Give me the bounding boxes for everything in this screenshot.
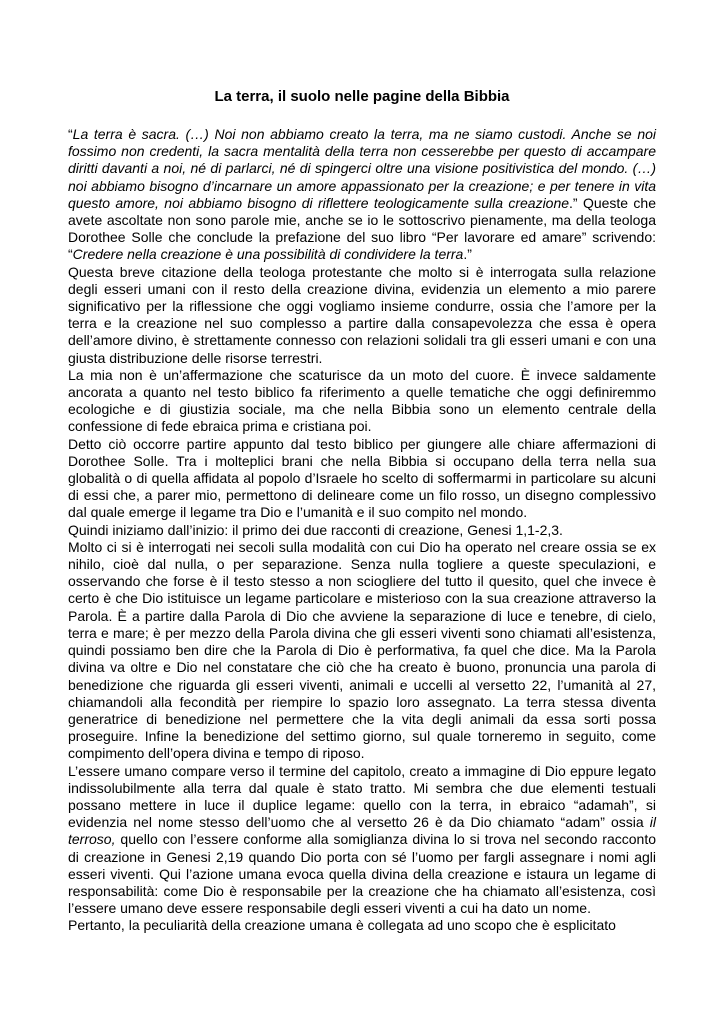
paragraph-8: Pertanto, la peculiarità della creazione umana è collegata ad uno scopo che è esplicitato (68, 917, 616, 934)
document-title: La terra, il suolo nelle pagine della Bibbia (214, 88, 510, 105)
paragraph-1-text: .” Queste che avete ascoltate non sono parole mie, anche se io le sottoscrivo pienamente, ma della teologa Dorothee Solle che conclude la prefazione del suo libro “Per lavorare ed amare” scrivendo: “ (68, 194, 656, 263)
paragraph-4: Detto ciò occorre partire appunto dal testo biblico per giungere alle chiare affermazioni di Dorothee Solle. Tra i molteplici brani che nella Bibbia si occupano della terra nella sua globalità o di quella affidata al popolo d’Israele ho scelto di soffermarmi in particolare su alcuni di essi che, a parer mio, permettono di delineare come un filo rosso, un disegno complessivo dal quale emerge il legame tra Dio e l’umanità e il suo compito nel mondo. (68, 435, 656, 521)
paragraph-7 (68, 763, 656, 918)
paragraph-3: La mia non è un’affermazione che scaturisce da un moto del cuore. È invece saldamente ancorata a quanto nel testo biblico fa riferimento a quelle tematiche che oggi definiremmo ecologiche e di giustizia sociale, ma che nella Bibbia sono un elemento centrale della confessione di fede ebraica prima e cristiana poi. (68, 366, 656, 435)
quote-solle: La terra è sacra. (…) Noi non abbiamo creato la terra, ma ne siamo custodi. Anche se noi fossimo non credenti, la sacra mentalità della terra non cesserebbe per questo di accampare diritti davanti a noi, né di parlarci, né di spingerci oltre una visione positivistica del mondo. (…) noi abbiamo bisogno d’incarnare un amore appassionato per la creazione; e per tenere in vita questo amore, noi abbiamo bisogno di riflettere teologicamente sulla creazione (68, 126, 656, 211)
paragraph-1 (68, 126, 656, 264)
paragraph-7-b: quello con l’essere conforme alla somiglianza divina lo si trova nel secondo racconto di creazione in Genesi 2,19 quando Dio porta con sé l’uomo per fargli assegnare i nomi agli esseri viventi. Qui l’azione umana evoca quella divina della creazione e istaura un legame di responsabilità: come Dio è responsabile per la creazione che ha chiamato all’esistenza, così l’essere umano deve essere responsabile degli esseri viventi a cui ha dato un nome. (68, 831, 656, 917)
paragraph-5: Quindi iniziamo dall’inizio: il primo dei due racconti di creazione, Genesi 1,1-2,3. (68, 521, 563, 538)
document-body (68, 126, 656, 935)
paragraph-7-a: L’essere umano compare verso il termine del capitolo, creato a immagine di Dio eppure legato indissolubilmente alla terra dal quale è stato tratto. Mi sembra che due elementi testuali possano mettere in luce il duplice legame: quello con la terra, in ebraico “adamah”, si evidenzia nel nome stesso dell’uomo che al versetto 26 è da Dio chiamato “adam” ossia (68, 762, 656, 831)
paragraph-7-emphasis: il terroso, (68, 814, 656, 848)
paragraph-2: Questa breve citazione della teologa protestante che molto si è interrogata sulla relazione degli esseri umani con il resto della creazione divina, evidenzia un elemento a mio parere significativo per la riflessione che oggi vogliamo insieme condurre, ossia che l’amore per la terra e la creazione nel suo complesso a partire dalla consapevolezza che essa è opera dell’amore divino, è strettamente connesso con relazioni solidali tra gli esseri umani e con una giusta distribuzione delle risorse terrestri. (68, 263, 656, 366)
open-quote: “ (68, 126, 73, 142)
close-quote: .” (463, 246, 472, 263)
paragraph-6: Molto ci si è interrogati nei secoli sulla modalità con cui Dio ha operato nel creare ossia se ex nihilo, cioè dal nulla, o per separazione. Senza nulla togliere a queste speculazioni, e osservando che forse è il testo stesso a non sciogliere del tutto il quesito, quel che invece è certo è che Dio istituisce un legame particolare e misterioso con la sua creazione attraverso la Parola. È a partire dalla Parola di Dio che avviene la separazione di luce e tenebre, di cielo, terra e mare; è per mezzo della Parola divina che gli esseri viventi sono chiamati all’esistenza, quindi possiamo ben dire che la Parola di Dio è performativa, fa quel che dice. Ma la Parola divina va oltre e Dio nel constatare che ciò che ha creato è buono, pronuncia una parola di benedizione che riguarda gli esseri viventi, animali e uccelli al versetto 22, l’umanità al 27, chiamandoli alla fecondità per riempire lo spazio loro assegnato. La terra stessa diventa generatrice di benedizione nel permettere che la vita degli animali da essa sorti possa proseguire. Infine la benedizione del settimo giorno, sul quale torneremo in seguito, come compimento dell’opera divina e tempo di riposo. (68, 538, 656, 762)
quote-solle-2: Credere nella creazione è una possibilità di condividere la terra (72, 246, 464, 263)
